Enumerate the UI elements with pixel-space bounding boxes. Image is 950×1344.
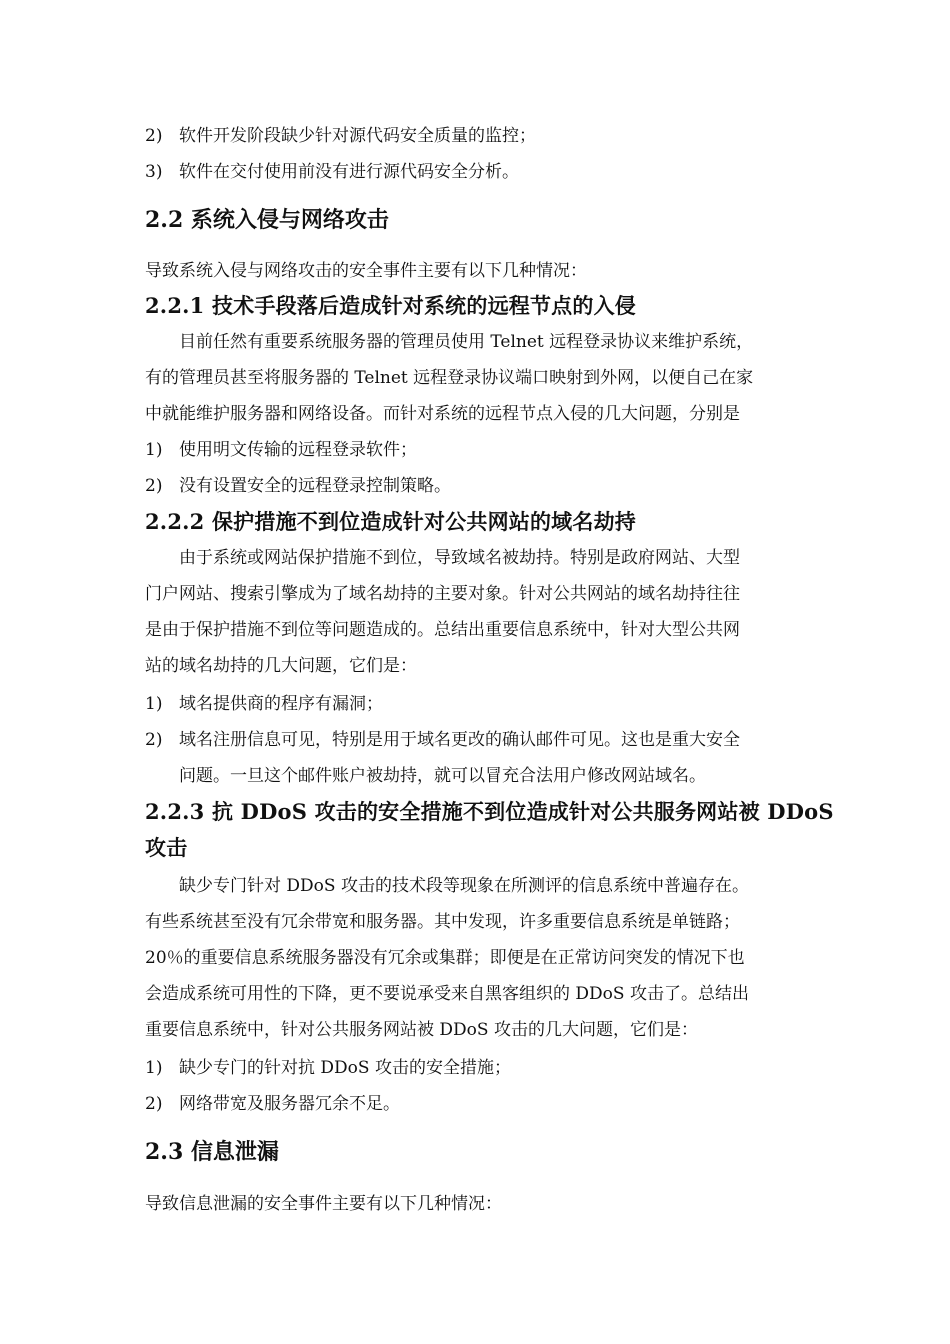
list-number: 2) xyxy=(145,730,163,750)
paragraph-line: 站的域名劫持的几大问题，它们是： xyxy=(145,656,417,676)
list-number: 1) xyxy=(145,440,163,460)
paragraph-line: 有些系统甚至没有冗余带宽和服务器。其中发现，许多重要信息系统是单链路； xyxy=(145,912,740,932)
list-number: 3) xyxy=(145,162,163,182)
subsection-heading-2-2-1: 2.2.1 技术手段落后造成针对系统的远程节点的入侵 xyxy=(145,293,636,318)
list-item: 使用明文传输的远程登录软件； xyxy=(179,440,417,460)
section-intro: 导致系统入侵与网络攻击的安全事件主要有以下几种情况： xyxy=(145,261,587,281)
paragraph-line: 中就能维护服务器和网络设备。而针对系统的远程节点入侵的几大问题，分别是 xyxy=(145,404,740,424)
list-number: 2) xyxy=(145,476,163,496)
subsection-heading-2-2-3-cont: 攻击 xyxy=(145,835,188,860)
paragraph-line: 缺少专门针对 DDoS 攻击的技术段等现象在所测评的信息系统中普遍存在。 xyxy=(179,876,749,896)
list-item: 缺少专门的针对抗 DDoS 攻击的安全措施； xyxy=(179,1058,511,1078)
list-item-continuation: 问题。一旦这个邮件账户被劫持，就可以冒充合法用户修改网站域名。 xyxy=(179,766,706,786)
paragraph-line: 是由于保护措施不到位等问题造成的。总结出重要信息系统中，针对大型公共网 xyxy=(145,620,740,640)
list-number: 2) xyxy=(145,1094,163,1114)
list-item: 域名注册信息可见，特别是用于域名更改的确认邮件可见。这也是重大安全 xyxy=(179,730,740,750)
paragraph-line: 有的管理员甚至将服务器的 Telnet 远程登录协议端口映射到外网，以便自己在家 xyxy=(145,368,754,388)
list-item: 域名提供商的程序有漏洞； xyxy=(179,694,383,714)
paragraph-line: 由于系统或网站保护措施不到位，导致域名被劫持。特别是政府网站、大型 xyxy=(179,548,740,568)
list-item: 网络带宽及服务器冗余不足。 xyxy=(179,1094,400,1114)
paragraph-line: 目前任然有重要系统服务器的管理员使用 Telnet 远程登录协议来维护系统， xyxy=(179,332,754,352)
list-number: 2) xyxy=(145,126,163,146)
section-heading-2-2: 2.2 系统入侵与网络攻击 xyxy=(145,207,389,233)
list-number: 1) xyxy=(145,694,163,714)
paragraph-line: 重要信息系统中，针对公共服务网站被 DDoS 攻击的几大问题，它们是： xyxy=(145,1020,698,1040)
section-intro: 导致信息泄漏的安全事件主要有以下几种情况： xyxy=(145,1194,502,1214)
paragraph-line: 门户网站、搜索引擎成为了域名劫持的主要对象。针对公共网站的域名劫持往往 xyxy=(145,584,740,604)
list-number: 1) xyxy=(145,1058,163,1078)
paragraph-line: 会造成系统可用性的下降，更不要说承受来自黑客组织的 DDoS 攻击了。总结出 xyxy=(145,984,749,1004)
section-heading-2-3: 2.3 信息泄漏 xyxy=(145,1139,279,1165)
list-item: 没有设置安全的远程登录控制策略。 xyxy=(179,476,451,496)
list-item: 软件在交付使用前没有进行源代码安全分析。 xyxy=(179,162,519,182)
list-item: 软件开发阶段缺少针对源代码安全质量的监控； xyxy=(179,126,536,146)
subsection-heading-2-2-3: 2.2.3 抗 DDoS 攻击的安全措施不到位造成针对公共服务网站被 DDoS xyxy=(145,799,834,824)
paragraph-line: 20％的重要信息系统服务器没有冗余或集群；即便是在正常访问突发的情况下也 xyxy=(145,948,745,968)
subsection-heading-2-2-2: 2.2.2 保护措施不到位造成针对公共网站的域名劫持 xyxy=(145,509,636,534)
